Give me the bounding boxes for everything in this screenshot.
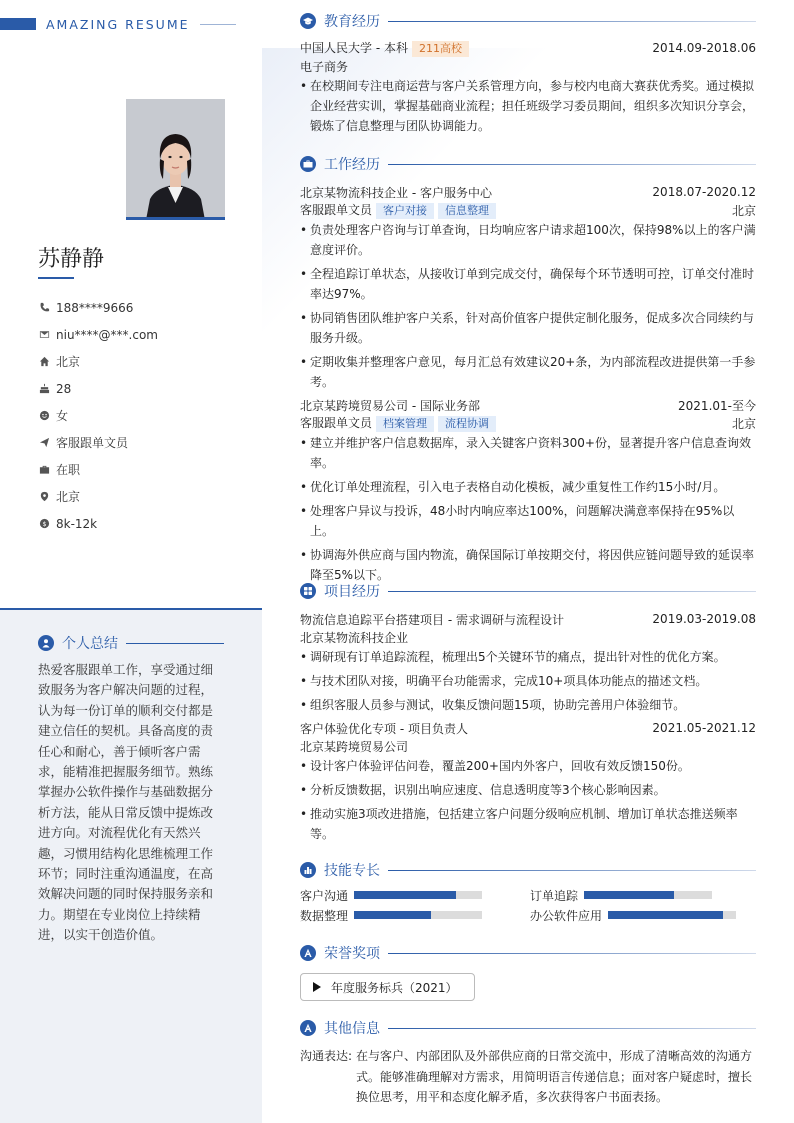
name-underline <box>38 277 74 279</box>
skills-section <box>300 860 756 924</box>
job-company: 北京某物流科技企业 - 客户服务中心 <box>300 185 492 200</box>
info-text: 188****9666 <box>56 300 134 315</box>
job-role: 客服跟单文员 <box>300 203 373 217</box>
other-title: 其他信息 <box>324 1021 380 1037</box>
skill-item <box>300 906 530 924</box>
skill-fill <box>354 911 431 919</box>
work-header <box>300 154 756 174</box>
profile-photo <box>126 99 225 220</box>
work-title: 工作经历 <box>324 157 380 173</box>
project-bullets <box>300 647 756 715</box>
list-item: • 负责处理客户咨询与订单查询，日均响应客户请求超100次，保持98%以上的客户满意度评价。 <box>300 220 756 260</box>
mail-icon <box>38 329 50 341</box>
smile-icon <box>38 410 50 422</box>
school-tag: 211高校 <box>412 41 469 57</box>
award-item <box>300 973 475 1001</box>
job-bullets <box>300 433 756 585</box>
info-age <box>38 375 158 402</box>
honors-header <box>300 943 756 963</box>
award-icon <box>300 1020 316 1036</box>
skill-item <box>530 906 756 924</box>
money-icon <box>38 518 50 530</box>
other-value: 在与客户、内部团队及外部供应商的日常交流中，形成了清晰高效的沟通方式。能够准确理解对方需求，用简明语言传递信息；面对客户疑虑时，擅长换位思考，用平和态度化解矛盾，多次获得客户书面表扬。 <box>356 1049 753 1104</box>
project-name: 物流信息追踪平台搭建项目 - 需求调研与流程设计 <box>300 612 564 627</box>
summary-title: 个人总结 <box>62 636 118 652</box>
job-role: 客服跟单文员 <box>300 416 373 430</box>
info-salary <box>38 510 158 537</box>
award-icon <box>300 945 316 961</box>
project-date: 2019.03-2019.08 <box>652 612 756 626</box>
info-gender <box>38 402 158 429</box>
skill-bar <box>608 911 736 919</box>
education-rule <box>388 21 756 22</box>
bar-chart-icon <box>300 862 316 878</box>
info-text: 在职 <box>56 463 81 477</box>
skill-bar <box>354 911 482 919</box>
cake-icon <box>38 383 50 395</box>
location-icon <box>38 491 50 503</box>
job-entry <box>300 396 756 585</box>
info-text: niu****@***.com <box>56 327 158 342</box>
list-item: • 全程追踪订单状态，从接收订单到完成交付，确保每个环节透明可控，订单交付准时率达97%。 <box>300 264 756 304</box>
list-item: • 定期收集并整理客户意见，每月汇总有效建议20+条，为内部流程改进提供第一手参考。 <box>300 352 756 392</box>
svg-text:$: $ <box>41 519 47 528</box>
major-row <box>300 57 756 75</box>
skill-name: 办公软件应用 <box>530 908 603 923</box>
projects-header <box>300 581 756 601</box>
briefcase-icon <box>38 464 50 476</box>
honors-section <box>300 943 756 1001</box>
graduation-cap-icon <box>300 13 316 29</box>
summary-header <box>38 633 224 653</box>
job-role-row <box>300 414 756 432</box>
project-date: 2021.05-2021.12 <box>652 721 756 735</box>
list-item: • 设计客户体验评估问卷，覆盖200+国内外客户，回收有效反馈150份。 <box>300 756 756 776</box>
brand-line <box>200 24 236 25</box>
user-icon <box>38 635 54 651</box>
summary-rule <box>126 643 224 644</box>
info-text: 女 <box>56 409 69 423</box>
portrait-illustration <box>126 99 225 220</box>
summary-text: 热爱客服跟单工作，享受通过细致服务为客户解决问题的过程，认为每一份订单的顺利交付都是建立信任的契机。具备高度的责任心和耐心，善于倾听客户需求，能精准把握服务细节。熟练掌握办公软件操作与基础数据分析方法，能从日常反馈中提炼改进方向。对流程优化有天然兴趣，习惯用结构化思维梳理工作环节；同时注重沟通温度，在高效解决问题的同时保持服务亲和力。期望在专业岗位上持续精进，以实干创造价值。 <box>38 662 214 943</box>
info-phone <box>38 294 158 321</box>
list-item: • 处理客户异议与投诉，48小时内响应率达100%，问题解决满意率保持在95%以上。 <box>300 501 756 541</box>
skill-fill <box>354 891 456 899</box>
skill-bar <box>584 891 712 899</box>
work-section <box>300 154 756 589</box>
school-line <box>300 39 469 57</box>
job-tag: 流程协调 <box>438 416 496 432</box>
project-org-row <box>300 628 756 646</box>
skill-name: 客户沟通 <box>300 888 349 903</box>
skills-header <box>300 860 756 880</box>
info-text: 北京 <box>56 355 81 369</box>
phone-icon <box>38 302 50 314</box>
brand-header <box>0 14 236 34</box>
projects-rule <box>388 591 756 592</box>
award-text: 年度服务标兵（2021） <box>331 980 458 995</box>
education-row <box>300 39 756 57</box>
info-text: 28 <box>56 381 72 396</box>
project-entry <box>300 719 756 844</box>
other-header <box>300 1018 756 1038</box>
info-status <box>38 456 158 483</box>
job-company-row <box>300 183 756 201</box>
project-org: 北京某物流科技企业 <box>300 630 409 645</box>
list-item: • 调研现有订单追踪流程，梳理出5个关键环节的痛点，提出针对性的优化方案。 <box>300 647 756 667</box>
info-text: 客服跟单文员 <box>56 436 129 450</box>
skills-title: 技能专长 <box>324 863 380 879</box>
education-bullets <box>300 76 756 136</box>
triangle-right-icon <box>313 982 321 992</box>
skills-rule <box>388 870 756 871</box>
list-item: • 在校期间专注电商运营与客户关系管理方向，参与校内电商大赛获优秀奖。通过模拟企业经营实训，掌握基础商业流程；担任班级学习委员期间，组织多次知识分享会，锻炼了信息整理与团队协调能力。 <box>300 76 756 136</box>
grid-icon <box>300 583 316 599</box>
job-date: 2018.07-2020.12 <box>652 185 756 199</box>
home-icon <box>38 356 50 368</box>
list-item: • 优化订单处理流程，引入电子表格自动化模板，减少重复性工作约15小时/月。 <box>300 477 756 497</box>
job-company: 北京某跨境贸易公司 - 国际业务部 <box>300 398 480 413</box>
info-home <box>38 348 158 375</box>
job-role-row <box>300 201 756 219</box>
skill-bar <box>354 891 482 899</box>
project-bullets <box>300 756 756 844</box>
job-tag: 档案管理 <box>376 416 434 432</box>
project-entry <box>300 610 756 715</box>
honors-rule <box>388 953 756 954</box>
list-item: • 协调海外供应商与国内物流，确保国际订单按期交付，将因供应链问题导致的延误率降至5%以下。 <box>300 545 756 585</box>
job-role-line <box>300 201 496 219</box>
list-item: • 分析反馈数据，识别出响应速度、信息透明度等3个核心影响因素。 <box>300 780 756 800</box>
job-city: 北京 <box>731 416 756 431</box>
person-name: 苏静静 <box>38 247 105 272</box>
major: 电子商务 <box>300 59 349 74</box>
work-rule <box>388 164 756 165</box>
school-name: 中国人民大学 - 本科 <box>300 41 408 55</box>
info-location <box>38 483 158 510</box>
info-text: 北京 <box>56 490 81 504</box>
send-icon <box>38 437 50 449</box>
job-city: 北京 <box>731 203 756 218</box>
briefcase-icon <box>300 156 316 172</box>
other-section <box>300 1018 756 1108</box>
list-item: • 与技术团队对接，明确平台功能需求，完成10+项具体功能点的描述文档。 <box>300 671 756 691</box>
brand-title: AMAZING RESUME <box>46 16 190 32</box>
job-bullets <box>300 220 756 392</box>
list-item: • 推动实施3项改进措施，包括建立客户问题分级响应机制、增加订单状态推送频率等。 <box>300 804 756 844</box>
other-key: 沟通表达: <box>300 1049 353 1063</box>
info-text: 8k-12k <box>56 516 98 531</box>
project-name-row <box>300 719 756 737</box>
skill-name: 订单追踪 <box>530 888 579 903</box>
education-title: 教育经历 <box>324 14 380 30</box>
education-section <box>300 11 756 140</box>
skill-item <box>300 886 530 904</box>
education-header <box>300 11 756 31</box>
project-org-row <box>300 737 756 755</box>
brand-bar <box>0 18 36 30</box>
other-rule <box>388 1028 756 1029</box>
projects-title: 项目经历 <box>324 584 380 600</box>
skill-fill <box>608 911 723 919</box>
info-email <box>38 321 158 348</box>
skill-item <box>530 886 756 904</box>
job-role-line <box>300 414 496 432</box>
projects-section <box>300 581 756 848</box>
job-tag: 客户对接 <box>376 203 434 219</box>
education-date: 2014.09-2018.06 <box>652 41 756 55</box>
list-item: • 建立并维护客户信息数据库，录入关键客户资料300+份，显著提升客户信息查询效率。 <box>300 433 756 473</box>
job-entry <box>300 183 756 392</box>
list-item: • 组织客服人员参与测试，收集反馈问题15项，协助完善用户体验细节。 <box>300 695 756 715</box>
skills-grid <box>300 886 756 924</box>
skill-name: 数据整理 <box>300 908 349 923</box>
project-org: 北京某跨境贸易公司 <box>300 739 409 754</box>
project-name-row <box>300 610 756 628</box>
job-tag: 信息整理 <box>438 203 496 219</box>
job-company-row <box>300 396 756 414</box>
list-item: • 协同销售团队维护客户关系，针对高价值客户提供定制化服务，促成多次合同续约与服务升级。 <box>300 308 756 348</box>
honors-title: 荣誉奖项 <box>324 946 380 962</box>
project-name: 客户体验优化专项 - 项目负责人 <box>300 721 468 736</box>
contact-info-list <box>38 294 158 537</box>
skill-fill <box>584 891 674 899</box>
other-item <box>300 1046 756 1108</box>
info-position <box>38 429 158 456</box>
job-date: 2021.01-至今 <box>678 398 756 413</box>
